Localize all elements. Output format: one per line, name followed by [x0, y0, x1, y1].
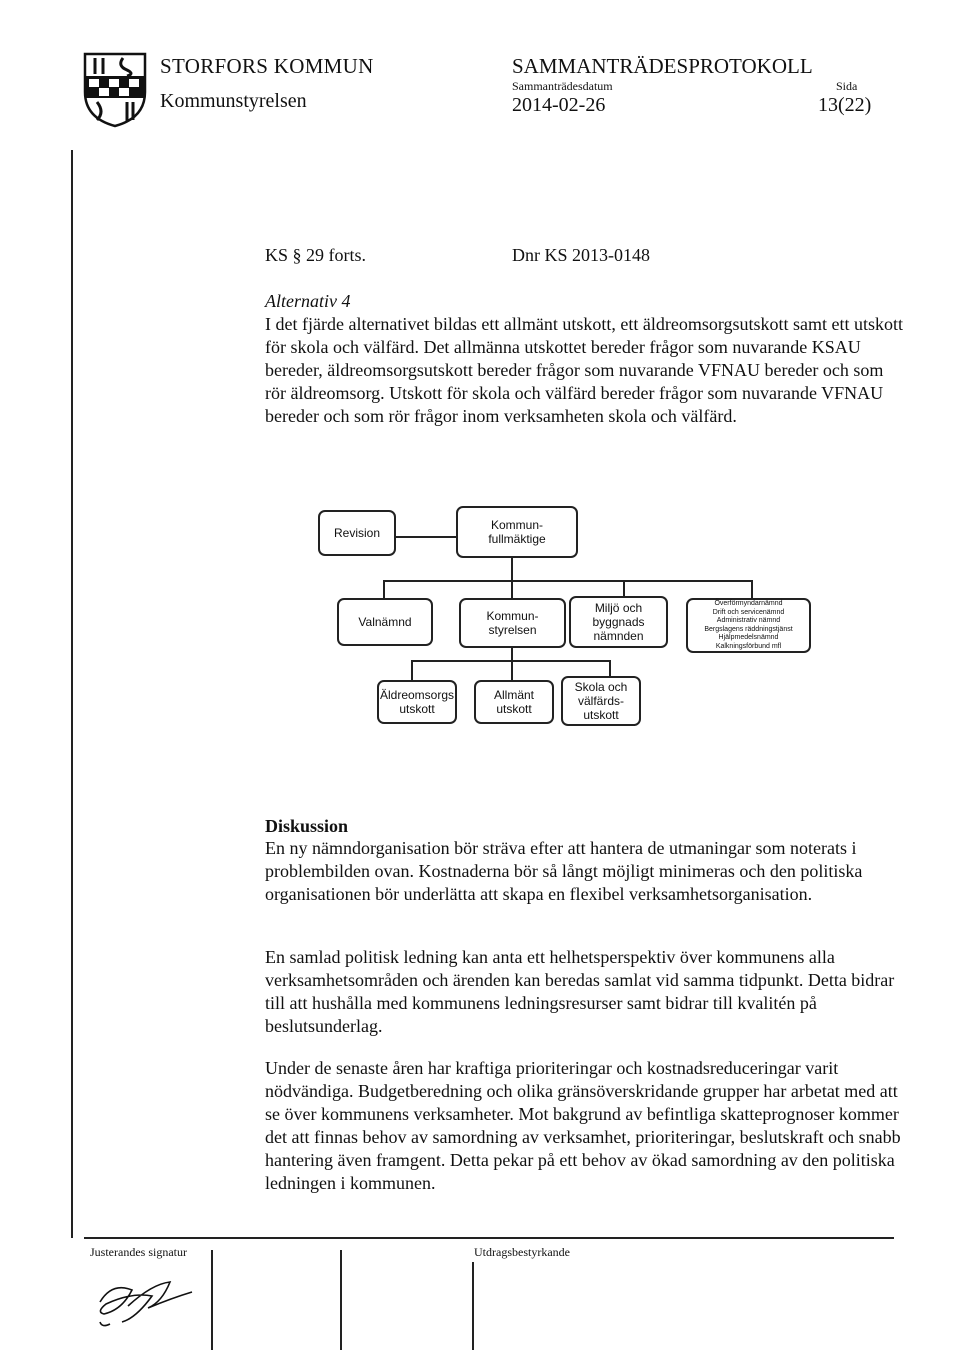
- extract-certification-label: Utdragsbestyrkande: [474, 1245, 570, 1259]
- paragraph-reference: KS § 29 forts.: [265, 245, 367, 265]
- meeting-date-label: Sammanträdesdatum: [512, 79, 613, 93]
- page-number: 13(22): [818, 94, 872, 116]
- signature-label: Justerandes signatur: [90, 1245, 187, 1259]
- discussion-paragraph-3: Under de senaste åren har kraftiga prioriteringar och kostnadsreduceringar varit nödvändiga. Budgetberedning och olika gränsöverskridande grupper har arbetat med att se över kommunens verksamheter. Mot bakgrund av befintliga skatteprognoser kommer det att finnas behov av samordning av verksamhet, prioriteringar, beslutskraft och snabb hantering även framgent. Detta pekar på ett behov av ökad samordning av den politiska ledningen i kommunen.: [265, 1058, 901, 1193]
- footer-rule: [84, 1237, 894, 1239]
- diary-number: Dnr KS 2013-0148: [512, 245, 650, 265]
- other-committees-box: Överförmyndarnämnd Drift och servicenämnd Administrativ nämnd Bergslagens räddningstjänst Hjälpmedelsnämnd Kalkningsförbund mfl: [686, 598, 811, 653]
- discussion-paragraph-1: En ny nämndorganisation bör sträva efter att hantera de utmaningar som noterats i problembilden ovan. Kostnaderna bör så långt möjligt minimeras och den politiska organisationen bör underlätta att skapa en flexibel verksamhetsorganisation.: [265, 838, 863, 904]
- valnamnd-box: Valnämnd: [337, 598, 433, 646]
- allmant-utskott-box: Allmänt utskott: [474, 680, 554, 724]
- skola-valfardsutskott-box: Skola och välfärds- utskott: [561, 676, 641, 726]
- revision-box: Revision: [318, 510, 396, 556]
- discussion-title: Diskussion: [265, 816, 349, 836]
- discussion-paragraph-2: En samlad politisk ledning kan anta ett helhetsperspektiv över kommunens alla verksamhetsområden och ärenden kan beredas samlat vid samma tidpunkt. Detta bidrar till att hushålla med kommunens ledningsresurser samt bidrar till kvalitén på beslutsunderlag.: [265, 947, 895, 1036]
- meeting-date: 2014-02-26: [512, 94, 606, 116]
- aldreomsorgsutskott-box: Äldreomsorgs utskott: [377, 680, 457, 724]
- alternative-description: I det fjärde alternativet bildas ett allmänt utskott, ett äldreomsorgsutskott samt ett utskott för skola och välfärd. Det allmänna utskottet bereder frågor som nuvarande KSAU bereder, äldreomsorgsutskott bereder frågor som nuvarande VFNAU bereder och som rör äldreomsorg. Utskott för skola och välfärd bereder frågor som nuvarande VFNAU bereder och som rör frågor inom verksamheten skola och välfärd.: [265, 314, 904, 426]
- signature-box-divider: [211, 1250, 213, 1350]
- handwritten-signature: [92, 1262, 202, 1332]
- municipal-coat-of-arms-logo: [83, 52, 147, 128]
- department-name: Kommunstyrelsen: [160, 90, 307, 112]
- page-label: Sida: [836, 79, 858, 93]
- signature-box-divider: [340, 1250, 342, 1350]
- organization-name: STORFORS KOMMUN: [160, 54, 374, 78]
- document-type: SAMMANTRÄDESPROTOKOLL: [512, 54, 813, 78]
- signature-box-divider: [472, 1262, 474, 1350]
- miljo-byggnadsnamnden-box: Miljö och byggnads nämnden: [569, 596, 668, 648]
- alternative-title: Alternativ 4: [265, 291, 351, 311]
- kommunstyrelsen-box: Kommun- styrelsen: [459, 598, 566, 648]
- kommunfullmaktige-box: Kommun- fullmäktige: [456, 506, 578, 558]
- left-margin-rule: [71, 150, 73, 1238]
